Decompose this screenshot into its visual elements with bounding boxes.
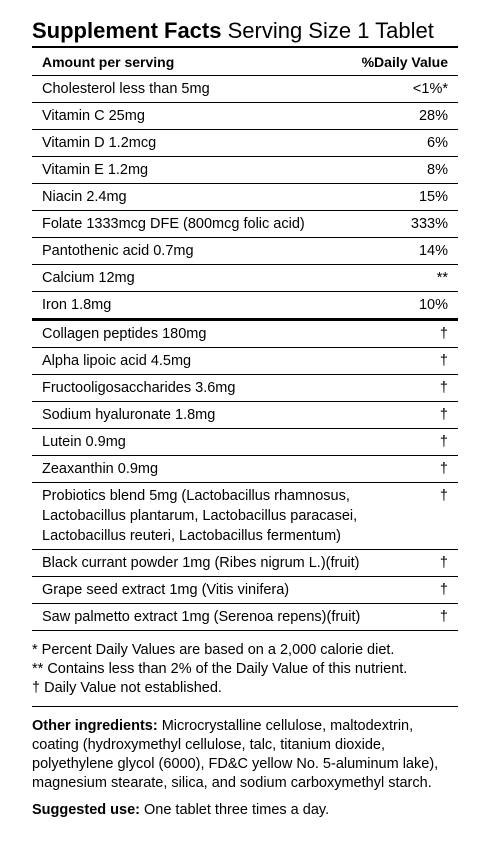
- nutrient-row: [32, 130, 458, 157]
- daily-value: †: [439, 609, 448, 625]
- nutrient-name: Saw palmetto extract 1mg (Serenoa repens)(fruit): [42, 609, 361, 625]
- other-ingredients: [32, 706, 458, 793]
- nutrient-row: [32, 348, 458, 375]
- nutrient-row: [32, 456, 458, 483]
- nutrient-row: [32, 211, 458, 238]
- daily-value: 14%: [418, 243, 448, 259]
- footnote: ** Contains less than 2% of the Daily Value of this nutrient.: [32, 661, 408, 677]
- daily-value: †: [439, 488, 448, 504]
- title-bold: Supplement Facts: [32, 18, 222, 43]
- daily-value: 333%: [410, 216, 448, 232]
- nutrient-row: [32, 429, 458, 456]
- nutrient-name: Probiotics blend 5mg (Lactobacillus rhamnosus, Lactobacillus plantarum, Lactobacillus paracasei, Lactobacillus reuteri, Lactobacillus fermentum): [42, 488, 358, 544]
- panel-title: [32, 16, 458, 46]
- daily-value: †: [439, 380, 448, 396]
- daily-value: †: [439, 353, 448, 369]
- nutrient-row: [32, 375, 458, 402]
- nutrient-group-2: [32, 321, 458, 630]
- nutrient-row: [32, 604, 458, 630]
- nutrient-name: Sodium hyaluronate 1.8mg: [42, 407, 216, 423]
- facts-table: [32, 46, 458, 631]
- nutrient-name: Cholesterol less than 5mg: [42, 81, 210, 97]
- daily-value: 28%: [418, 108, 448, 124]
- footnote: * Percent Daily Values are based on a 2,000 calorie diet.: [32, 642, 395, 658]
- table-header: [32, 48, 458, 76]
- ingredients-label: Other ingredients:: [32, 718, 158, 734]
- nutrient-name: Vitamin C 25mg: [42, 108, 145, 124]
- nutrient-row: [32, 265, 458, 292]
- nutrient-name: Vitamin E 1.2mg: [42, 162, 149, 178]
- nutrient-row: [32, 321, 458, 348]
- nutrient-row: [32, 103, 458, 130]
- suggested-use: [32, 801, 458, 820]
- daily-value: 10%: [418, 297, 448, 313]
- daily-value: †: [439, 434, 448, 450]
- daily-value: **: [436, 270, 448, 286]
- daily-value: †: [439, 555, 448, 571]
- nutrient-name: Fructooligosaccharides 3.6mg: [42, 380, 236, 396]
- nutrient-name: Collagen peptides 180mg: [42, 326, 207, 342]
- daily-value: 8%: [427, 162, 448, 178]
- footnotes: [32, 631, 458, 698]
- footnote: † Daily Value not established.: [32, 680, 222, 696]
- daily-value: 15%: [418, 189, 448, 205]
- use-text: One tablet three times a day.: [139, 802, 330, 818]
- nutrient-row: [32, 483, 458, 550]
- daily-value: <1%*: [412, 81, 448, 97]
- nutrient-row: [32, 402, 458, 429]
- nutrient-name: Vitamin D 1.2mcg: [42, 135, 157, 151]
- nutrient-row: [32, 577, 458, 604]
- nutrient-name: Lutein 0.9mg: [42, 434, 126, 450]
- nutrient-name: Black currant powder 1mg (Ribes nigrum L.)(fruit): [42, 555, 360, 571]
- use-label: Suggested use:: [32, 802, 140, 818]
- nutrient-row: [32, 76, 458, 103]
- nutrient-name: Folate 1333mcg DFE (800mcg folic acid): [42, 216, 305, 232]
- nutrient-row: [32, 157, 458, 184]
- daily-value: †: [439, 461, 448, 477]
- supplement-facts-panel: [32, 16, 458, 820]
- nutrient-row: [32, 184, 458, 211]
- nutrient-name: Calcium 12mg: [42, 270, 135, 286]
- title-serving-size: Serving Size 1 Tablet: [221, 18, 434, 43]
- header-amount: Amount per serving: [42, 53, 175, 70]
- nutrient-name: Niacin 2.4mg: [42, 189, 127, 205]
- nutrient-name: Iron 1.8mg: [42, 297, 112, 313]
- nutrient-name: Zeaxanthin 0.9mg: [42, 461, 159, 477]
- daily-value: 6%: [427, 135, 448, 151]
- nutrient-name: Alpha lipoic acid 4.5mg: [42, 353, 192, 369]
- nutrient-row: [32, 550, 458, 577]
- nutrient-row: [32, 238, 458, 265]
- ingredients-text: Microcrystalline cellulose, maltodextrin, coating (hydroxymethyl cellulose, talc, titanium dioxide, polyethylene glycol (6000), FD&C yellow No. 5-aluminum lake), magnesium stearate, silica, and sodium carboxymethyl starch.: [32, 718, 439, 791]
- nutrient-group-1: [32, 76, 458, 318]
- nutrient-name: Grape seed extract 1mg (Vitis vinifera): [42, 582, 290, 598]
- daily-value: †: [439, 582, 448, 598]
- header-daily-value: %Daily Value: [361, 53, 448, 70]
- nutrient-name: Pantothenic acid 0.7mg: [42, 243, 194, 259]
- daily-value: †: [439, 407, 448, 423]
- daily-value: †: [439, 326, 448, 342]
- nutrient-row: [32, 292, 458, 318]
